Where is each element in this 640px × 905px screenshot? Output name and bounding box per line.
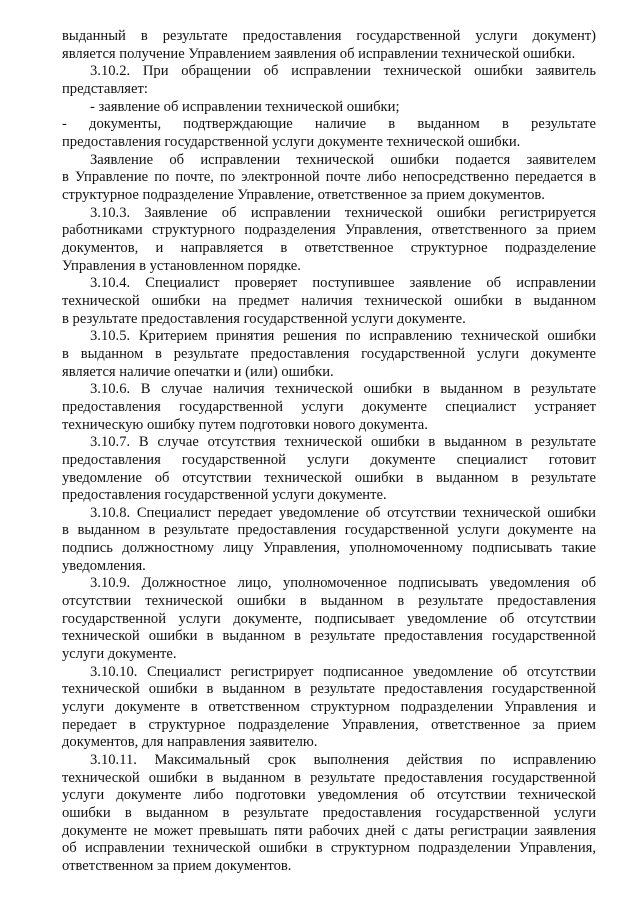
text-line: в результате предоставления государственной услуги документе. bbox=[62, 310, 466, 327]
text-line: 3.10.6. В случае наличия технической ошибки в выданном в результате bbox=[90, 381, 596, 398]
text-line: - заявление об исправлении технической ошибки; bbox=[90, 98, 400, 115]
text-line: выданный в результате предоставления государственной услуги документ) bbox=[62, 28, 596, 44]
text-line: уведомления. bbox=[62, 557, 146, 574]
text-line: ошибки в выданном в результате предоставления государственной услуги bbox=[62, 805, 596, 822]
text-line: предоставления государственной услуги документе. bbox=[62, 487, 387, 504]
text-line: работниками структурного подразделения Управления, ответственного за прием bbox=[62, 222, 596, 239]
text-line: структурное подразделение Управление, ответственное за прием документов. bbox=[62, 186, 545, 203]
text-line: в выданном в результате предоставления государственной услуги документе на bbox=[62, 522, 596, 539]
text-line: 3.10.4. Специалист проверяет поступившее заявление об исправлении bbox=[90, 275, 596, 292]
text-line: представляет: bbox=[62, 80, 148, 97]
text-line: документов, и направляется в ответственное структурное подразделение bbox=[62, 239, 596, 256]
text-line: услуги документе. bbox=[62, 646, 177, 663]
text-line: подпись должностному лицу Управления, уполномоченному подписывать такие bbox=[62, 540, 596, 557]
text-line: технической ошибки в выданном в результате предоставления государственной bbox=[62, 681, 596, 698]
text-line: 3.10.5. Критерием принятия решения по исправлению технической ошибки bbox=[90, 328, 596, 345]
text-line: является наличие опечатки и (или) ошибки. bbox=[62, 363, 334, 380]
text-line: технической ошибки в выданном в результате предоставления государственной bbox=[62, 769, 596, 786]
text-line: об исправлении технической ошибки в структурном подразделении Управления, bbox=[62, 840, 596, 857]
text-line: Заявление об исправлении технической ошибки подается заявителем bbox=[90, 151, 596, 168]
text-line: технической ошибки на предмет наличия технической ошибки в выданном bbox=[62, 292, 596, 309]
text-line: услуги документе либо подготовки уведомления об отсутствии технической bbox=[62, 787, 596, 804]
text-line: техническую ошибку путем подготовки нового документа. bbox=[62, 416, 428, 433]
text-line: предоставления государственной услуги документе технической ошибки. bbox=[62, 133, 521, 150]
text-line: документе не может превышать пяти рабочих дней с даты регистрации заявления bbox=[62, 822, 596, 839]
text-line: в выданном в результате предоставления государственной услуги документе bbox=[62, 345, 596, 362]
text-line: 3.10.10. Специалист регистрирует подписанное уведомление об отсутствии bbox=[90, 663, 596, 680]
text-line: технической ошибки в выданном в результате предоставления государственной bbox=[62, 628, 596, 645]
text-line: - документы, подтверждающие наличие в выданном в результате bbox=[62, 116, 596, 133]
text-line: государственной услуги документе, подписывает уведомление об отсутствии bbox=[62, 610, 596, 627]
text-line: предоставления государственной услуги документе специалист готовит bbox=[62, 451, 596, 468]
text-line: 3.10.11. Максимальный срок выполнения действия по исправлению bbox=[90, 752, 596, 769]
text-line: является получение Управлением заявления об исправлении технической ошибки. bbox=[62, 45, 576, 62]
text-line: 3.10.9. Должностное лицо, уполномоченное подписывать уведомления об bbox=[90, 575, 596, 592]
text-line: в Управление по почте, по электронной почте либо непосредственно передается в bbox=[62, 169, 596, 186]
text-line: услуги документе в ответственном структурном подразделении Управления и bbox=[62, 699, 596, 716]
text-line: уведомление об отсутствии технической ошибки в выданном в результате bbox=[62, 469, 596, 486]
text-line: отсутствии технической ошибки в выданном в результате предоставления bbox=[62, 593, 596, 610]
text-line: 3.10.7. В случае отсутствия технической ошибки в выданном в результате bbox=[90, 434, 596, 451]
text-line: предоставления государственной услуги документе специалист устраняет bbox=[62, 398, 596, 415]
text-line: 3.10.8. Специалист передает уведомление об отсутствии технической ошибки bbox=[90, 504, 596, 521]
text-line: ответственном за прием документов. bbox=[62, 858, 292, 875]
text-line: Управления в установленном порядке. bbox=[62, 257, 301, 274]
text-line: 3.10.2. При обращении об исправлении технической ошибки заявитель bbox=[90, 63, 596, 80]
text-line: 3.10.3. Заявление об исправлении технической ошибки регистрируется bbox=[90, 204, 596, 221]
text-line: документов, для направления заявителю. bbox=[62, 734, 318, 751]
text-line: передает в структурное подразделение Управления, ответственное за прием bbox=[62, 716, 596, 733]
